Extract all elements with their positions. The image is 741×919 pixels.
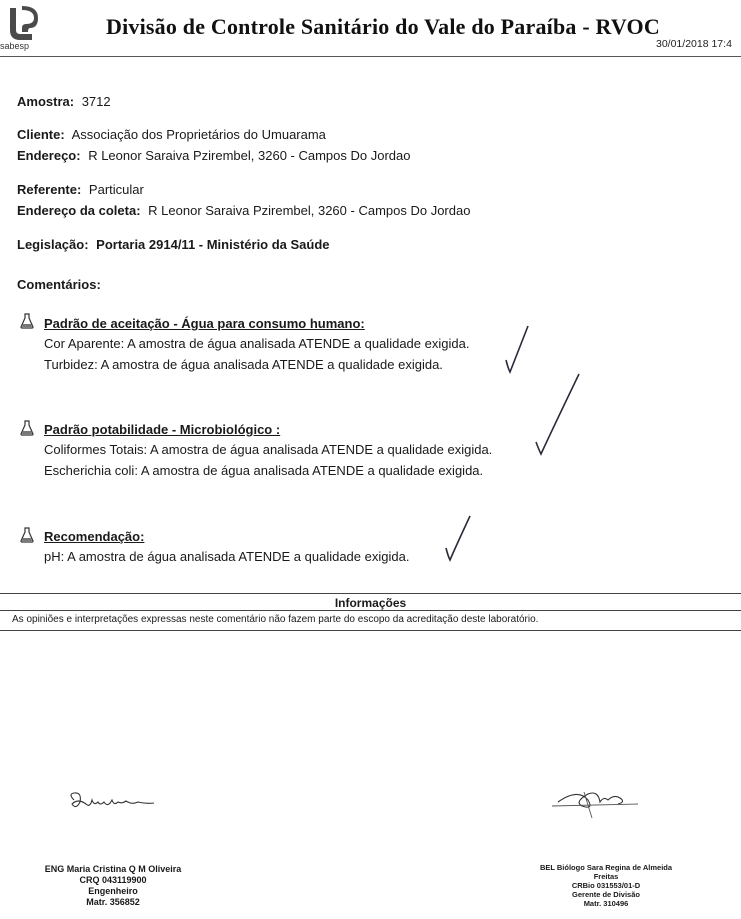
cliente-row (17, 127, 326, 142)
logo-label: sabesp (0, 41, 30, 51)
signatory-left (38, 864, 188, 908)
flask-icon (20, 527, 34, 543)
signatory-id: Matr. 356852 (86, 897, 140, 907)
endereco-label: Endereço: (17, 148, 81, 163)
cliente-label: Cliente: (17, 127, 65, 142)
endereco-coleta-value: R Leonor Saraiva Pzirembel, 3260 - Campos Do Jordao (148, 203, 471, 218)
referente-row (17, 182, 144, 197)
endereco-coleta-label: Endereço da coleta: (17, 203, 141, 218)
signatory-name: ENG Maria Cristina Q M Oliveira (44, 864, 182, 874)
endereco-row (17, 148, 410, 163)
signatory-registration: CRBio 031553/01-D (571, 881, 641, 890)
amostra-value: 3712 (81, 94, 111, 109)
comentarios-label: Comentários: (17, 277, 101, 292)
check-mark-icon (533, 372, 583, 458)
print-datetime: 30/01/2018 17:4 (656, 38, 732, 50)
amostra-row (17, 94, 111, 109)
flask-icon (20, 313, 34, 329)
legislacao-label: Legislação: (17, 237, 89, 252)
signature-right (548, 782, 644, 822)
check-mark-icon (442, 514, 474, 564)
result-line: Escherichia coli: A amostra de água analisada ATENDE a qualidade exigida. (44, 463, 484, 478)
info-box (0, 593, 741, 631)
check-mark-icon (502, 324, 532, 376)
signatory-name: BEL Biólogo Sara Regina de Almeida (539, 863, 673, 872)
signatory-role: Gerente de Divisão (572, 890, 640, 899)
comentarios-row (17, 277, 105, 292)
info-note: As opiniões e interpretações expressas neste comentário não fazem parte do escopo da acreditação deste laboratório. (12, 614, 539, 625)
result-line: Turbidez: A amostra de água analisada ATENDE a qualidade exigida. (44, 357, 443, 372)
cliente-value: Associação dos Proprietários do Umuarama (71, 127, 326, 142)
section-title-microbiologico: Padrão potabilidade - Microbiológico : (44, 422, 281, 437)
document-header (0, 0, 741, 57)
page-title: Divisão de Controle Sanitário do Vale do Paraíba - RVOC (106, 14, 660, 39)
legislacao-row (17, 237, 330, 252)
endereco-value: R Leonor Saraiva Pzirembel, 3260 - Campos Do Jordao (88, 148, 411, 163)
signatory-registration: CRQ 043119900 (79, 875, 147, 885)
info-title: Informações (334, 596, 407, 610)
signature-left (66, 790, 158, 816)
signatory-id: Matr. 310496 (583, 899, 629, 908)
referente-label: Referente: (17, 182, 82, 197)
endereco-coleta-row (17, 203, 470, 218)
legislacao-value: Portaria 2914/11 - Ministério da Saúde (96, 237, 330, 252)
section-title-aceitacao: Padrão de aceitação - Água para consumo humano: (44, 316, 365, 331)
signatory-role: Engenheiro (88, 886, 138, 896)
signatory-right (524, 863, 688, 908)
referente-value: Particular (88, 182, 144, 197)
result-line: Coliformes Totais: A amostra de água analisada ATENDE a qualidade exigida. (44, 442, 493, 457)
flask-icon (20, 420, 34, 436)
result-line: Cor Aparente: A amostra de água analisada ATENDE a qualidade exigida. (44, 336, 470, 351)
amostra-label: Amostra: (17, 94, 75, 109)
result-line: pH: A amostra de água analisada ATENDE a qualidade exigida. (44, 549, 410, 564)
section-title-recomendacao: Recomendação: (44, 529, 145, 544)
signatory-name-cont: Freitas (593, 872, 619, 881)
info-divider (0, 610, 741, 611)
